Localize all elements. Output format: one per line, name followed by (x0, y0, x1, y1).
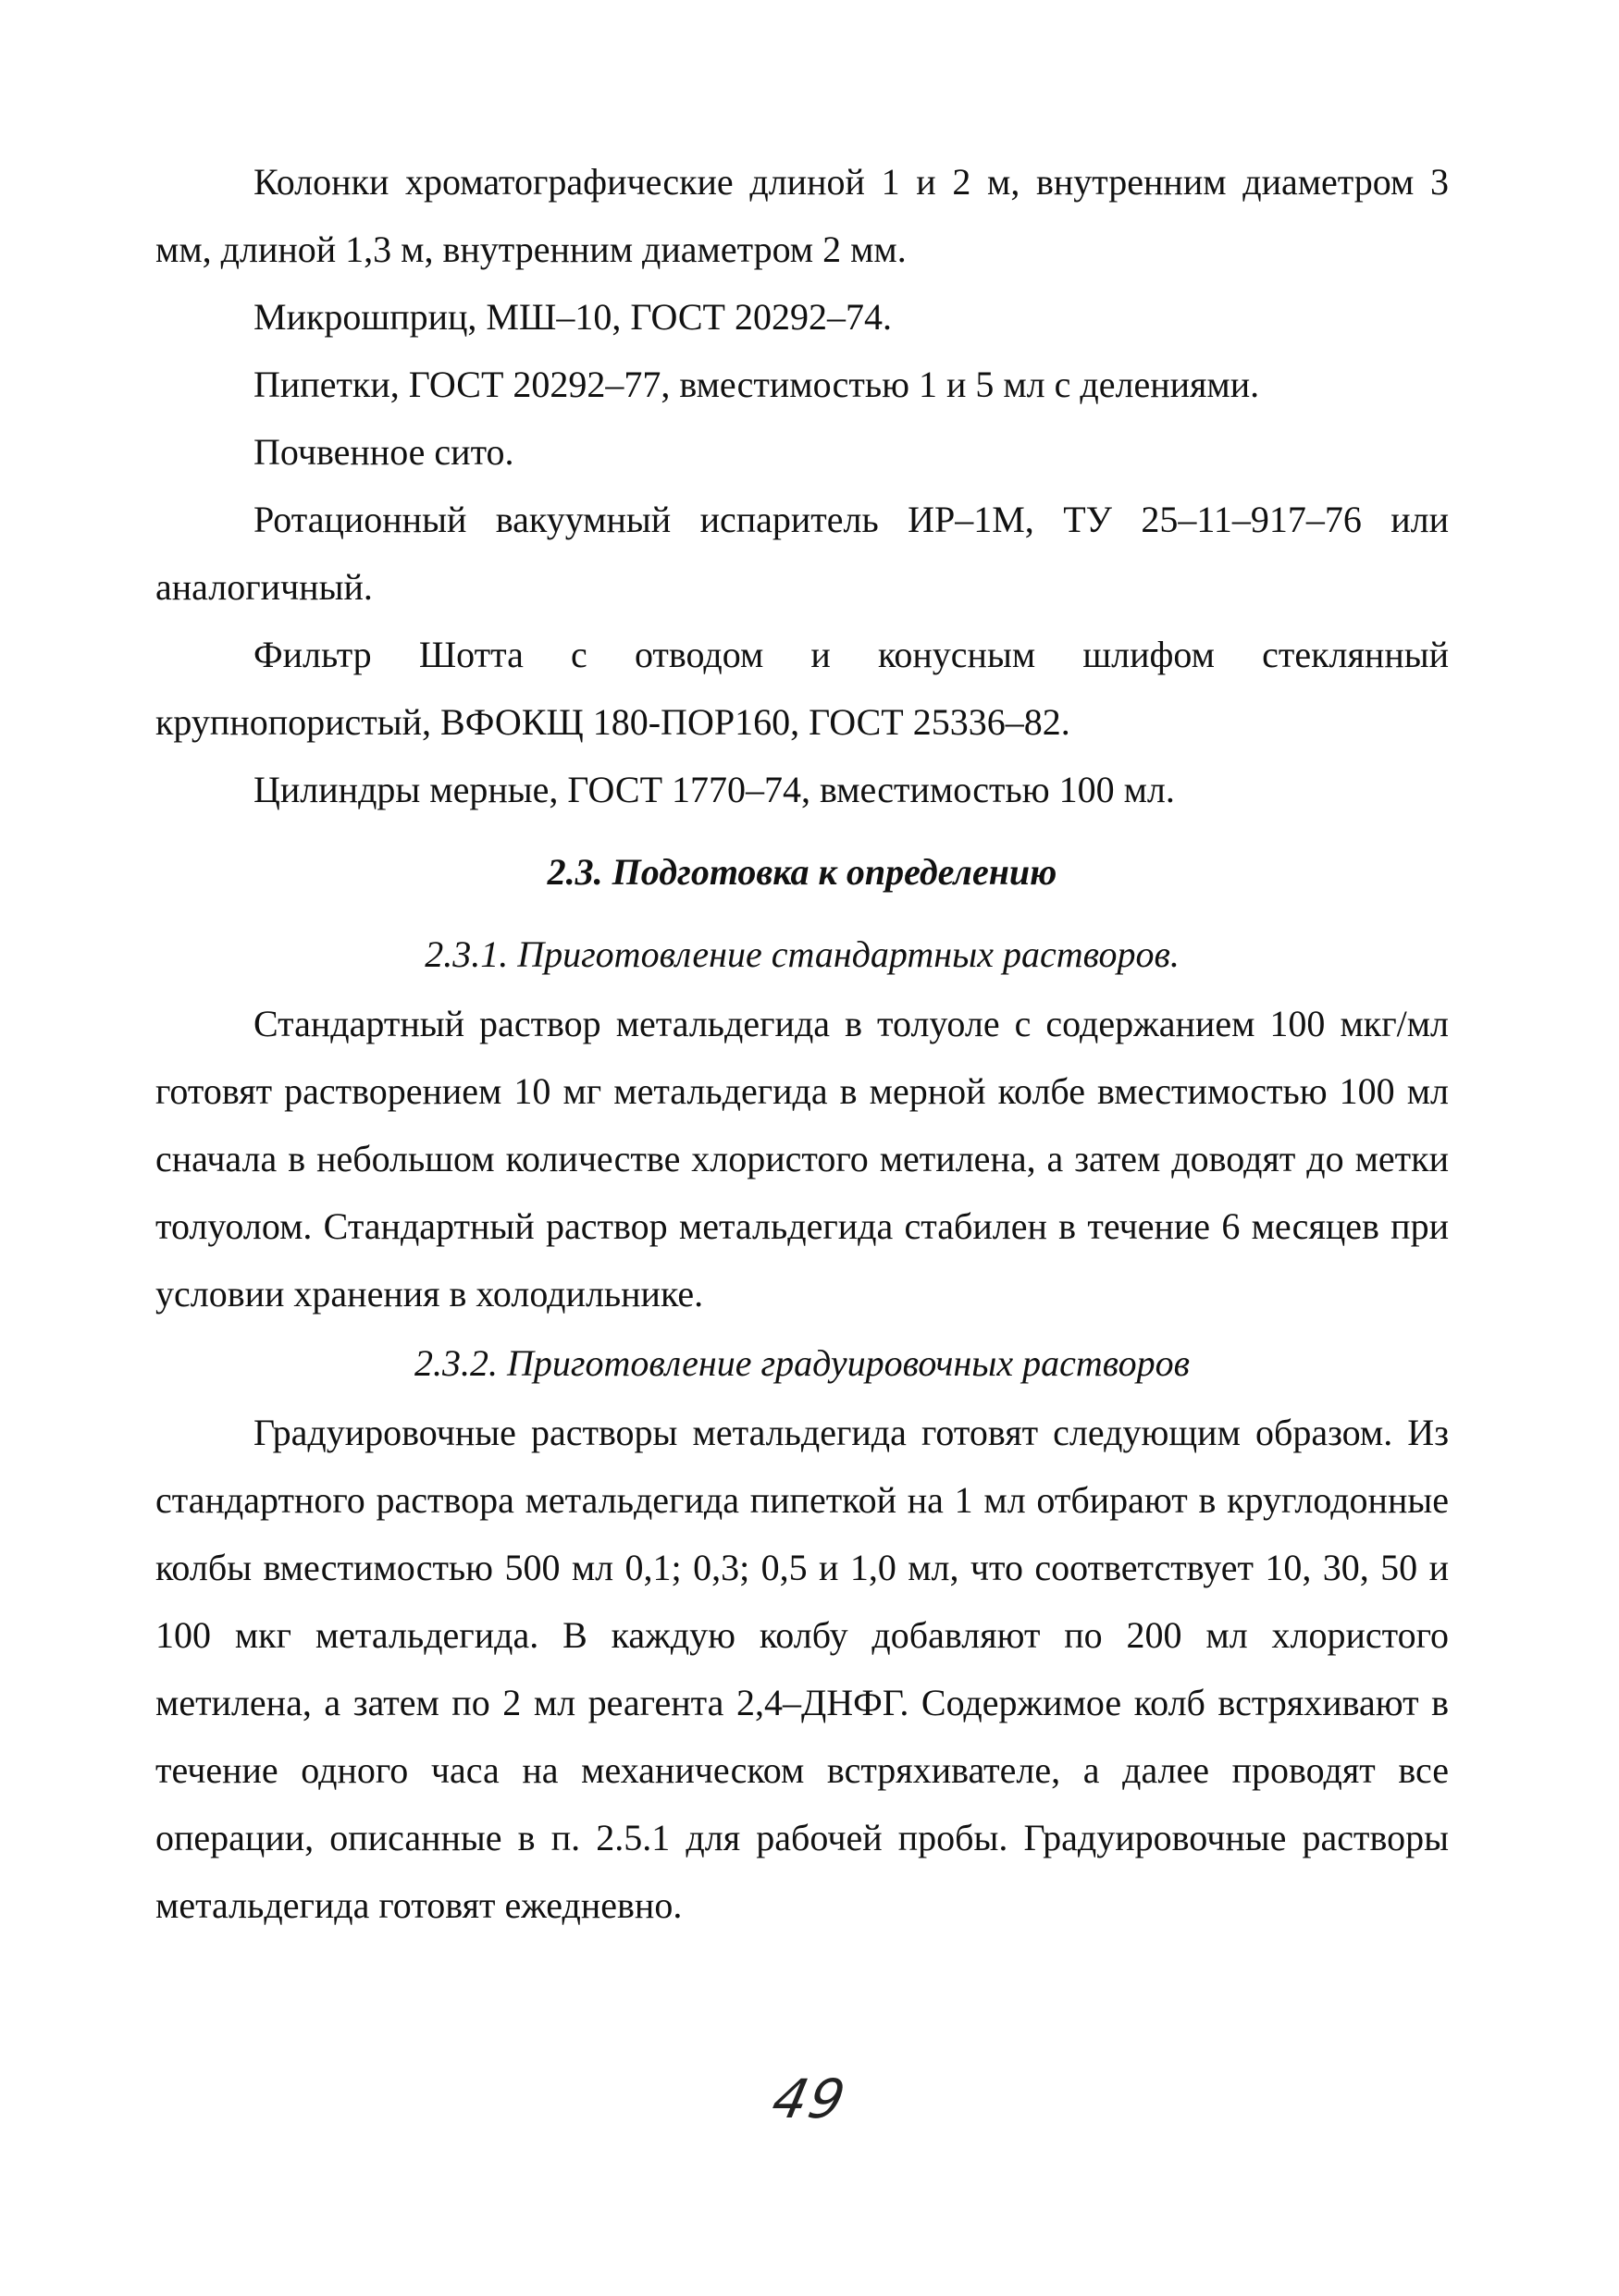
subsection-heading-standard-solutions: 2.3.1. Приготовление стандартных растворов. (425, 933, 1180, 975)
paragraph-measuring-cylinders: Цилиндры мерные, ГОСТ 1770–74, вместимостью 100 мл. (253, 769, 1175, 810)
paragraph-soil-sieve: Почвенное сито. (253, 431, 514, 473)
paragraph-rotary-evaporator: Ротационный вакуумный испаритель ИР–1М, ТУ 25–11–917–76 или аналогичный. (155, 499, 1449, 608)
paragraph-standard-solutions: Стандартный раствор метальдегида в толуоле с содержанием 100 мкг/мл готовят растворением 10 мг метальдегида в мерной колбе вместимостью 100 мл сначала в небольшом количестве хлористого метилена, а затем доводят до метки толуолом. Стандартный раствор метальдегида стабилен в течение 6 месяцев при условии хранения в холодильнике. (155, 1003, 1449, 1315)
page-number: 49 (766, 2068, 853, 2130)
paragraph-microsyringe: Микрошприц, МШ–10, ГОСТ 20292–74. (253, 296, 892, 338)
subsection-heading-calibration-solutions: 2.3.2. Приготовление градуировочных растворов (414, 1342, 1190, 1384)
paragraph-columns: Колонки хроматографические длиной 1 и 2 м, внутренним диаметром 3 мм, длиной 1,3 м, внутренним диаметром 2 мм. (155, 161, 1449, 270)
paragraph-calibration-solutions: Градуировочные растворы метальдегида готовят следующим образом. Из стандартного раствора метальдегида пипеткой на 1 мл отбирают в круглодонные колбы вместимостью 500 мл 0,1; 0,3; 0,5 и 1,0 мл, что соответствует 10, 30, 50 и 100 мкг метальдегида. В каждую колбу добавляют по 200 мл хлористого метилена, а затем по 2 мл реагента 2,4–ДНФГ. Содержимое колб встряхивают в течение одного часа на механическом встряхивателе, а далее проводят все операции, описанные в п. 2.5.1 для рабочей пробы. Градуировочные растворы метальдегида готовят ежедневно. (155, 1412, 1449, 1926)
paragraph-schott-filter: Фильтр Шотта с отводом и конусным шлифом стеклянный крупнопористый, ВФОКЩ 180-ПОР160, ГОСТ 25336–82. (155, 634, 1449, 743)
paragraph-pipettes: Пипетки, ГОСТ 20292–77, вместимостью 1 и 5 мл с делениями. (253, 364, 1260, 405)
section-heading: 2.3. Подготовка к определению (547, 851, 1057, 893)
text-block (155, 148, 1449, 1939)
